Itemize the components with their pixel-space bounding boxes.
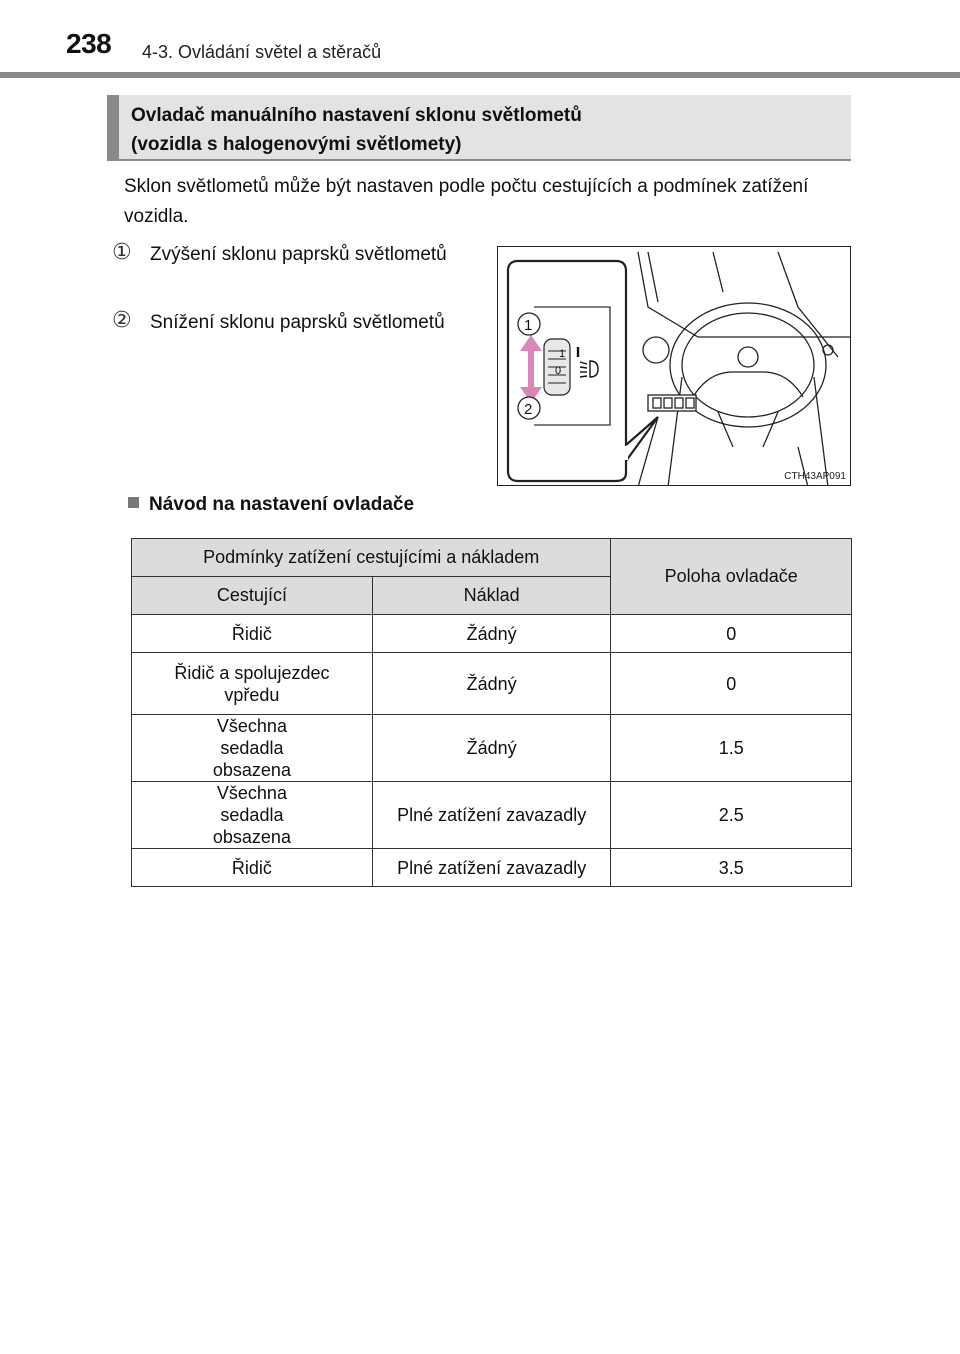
cell-position: 1.5 [611,715,852,782]
cell-position: 3.5 [611,849,852,887]
cell-load: Žádný [372,715,611,782]
subheading [128,494,414,516]
table-header-passengers: Cestující [132,577,373,615]
dashboard-figure [497,246,851,486]
intro-paragraph: Sklon světlometů může být nastaven podle počtu cestujících a podmínek zatížení vozidla. [124,176,809,227]
cell-load: Plné zatížení zavazadly [372,782,611,849]
dial-mark-0: 0 [555,365,562,377]
table-row [132,653,852,715]
table-row [132,849,852,887]
cell-position: 0 [611,653,852,715]
dial-mark-1: 1 [559,348,566,360]
table-header-load: Náklad [372,577,611,615]
table-row [132,715,852,782]
page-number: 238 [66,28,112,59]
cell-load: Žádný [372,615,611,653]
subheading-text: Návod na nastavení ovladače [149,494,415,515]
cell-load: Plné zatížení zavazadly [372,849,611,887]
chapter-title: 4-3. Ovládání světel a stěračů [142,42,382,62]
load-adjustment-table [131,538,852,887]
item-1-text: Zvýšení sklonu paprsků světlometů [150,244,447,265]
cell-passengers: Všechna sedadla obsazena [132,715,373,782]
item-2-number-icon: ② [112,308,132,333]
section-title-line1: Ovladač manuálního nastavení sklonu světlometů [131,105,582,126]
table-header-position: Poloha ovladače [611,539,852,615]
cell-passengers: Všechna sedadla obsazena [132,782,373,849]
header-rule [0,72,960,78]
bullet-square-icon [128,497,139,508]
callout-2: 2 [524,401,533,418]
cell-passengers: Řidič a spolujezdec vpředu [132,653,373,715]
dashboard-illustration [498,247,851,486]
section-heading [107,95,851,161]
figure-code: CTH43AP091 [784,471,846,482]
cell-load: Žádný [372,653,611,715]
section-title-line2: (vozidla s halogenovými světlomety) [131,134,462,155]
table-row [132,782,852,849]
item-1-number-icon: ① [112,240,132,265]
callout-1: 1 [524,317,533,334]
table-group-header: Podmínky zatížení cestujícími a nákladem [132,539,611,577]
cell-position: 0 [611,615,852,653]
cell-passengers: Řidič [132,615,373,653]
cell-position: 2.5 [611,782,852,849]
cell-passengers: Řidič [132,849,373,887]
table-row [132,615,852,653]
item-2-text: Snížení sklonu paprsků světlometů [150,312,445,333]
